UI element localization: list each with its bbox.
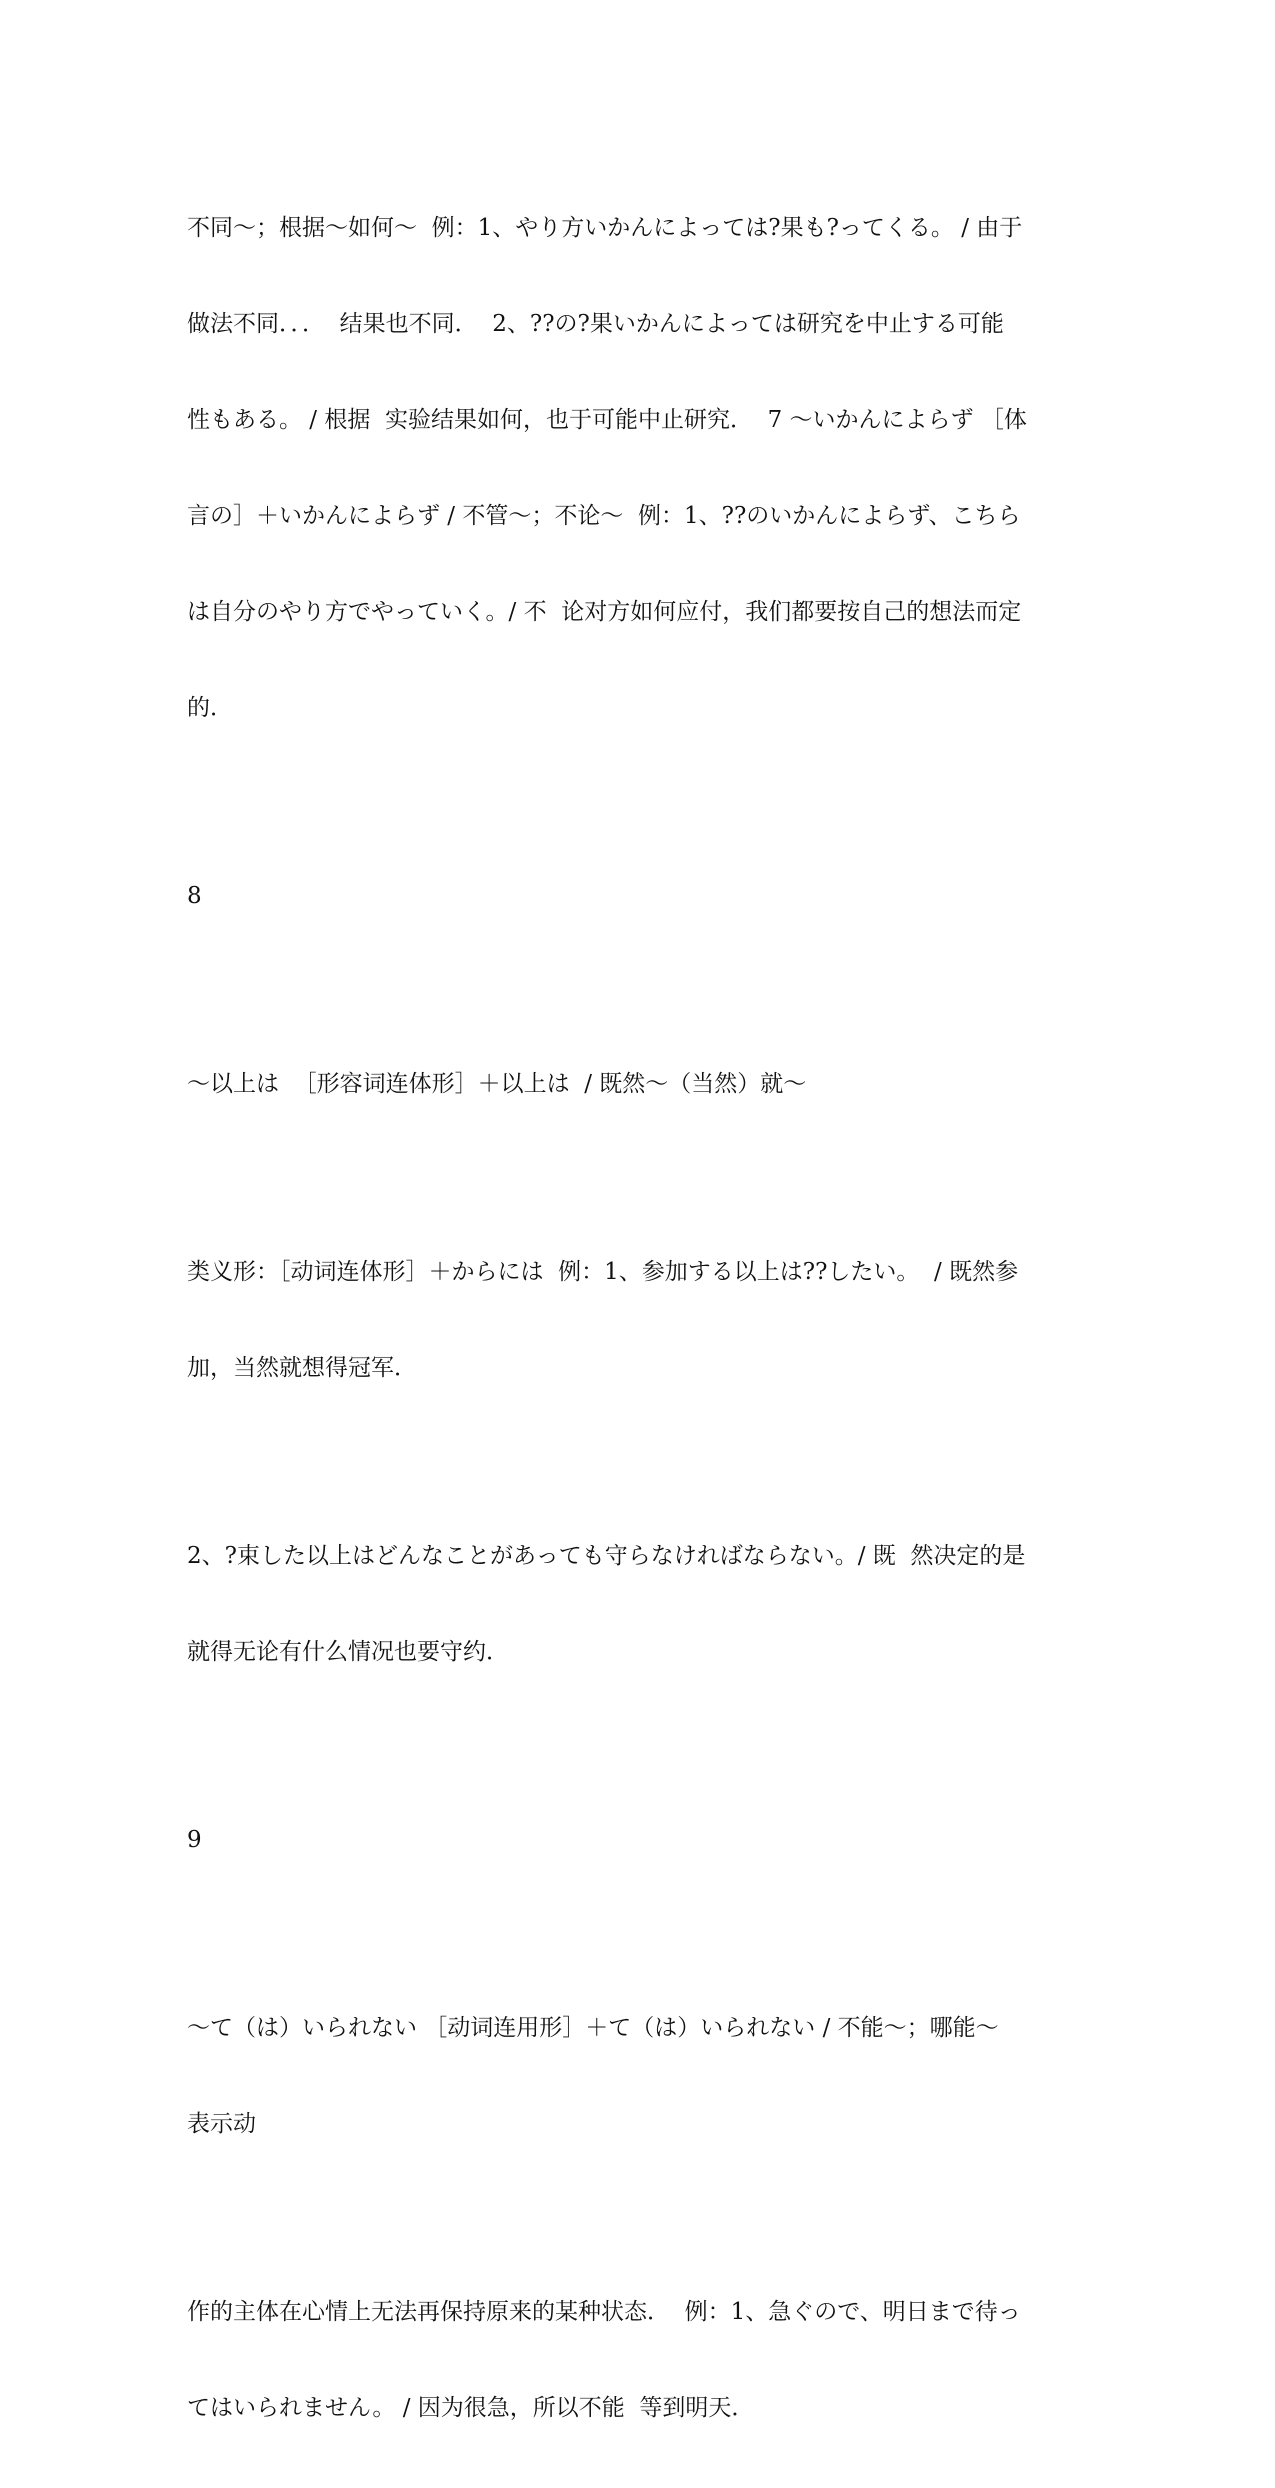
- paragraph-grammar-ijouwa-heading: [187, 1004, 1092, 1164]
- text-line: は自分のやり方でやっていく。/ 不 论对方如何应付，我们都要按自己的想法而定: [187, 599, 1022, 625]
- text-line: 性もある。 / 根据 实验结果如何，也于可能中止研究． 7 ～いかんによらず ［体: [187, 407, 1027, 433]
- section-number-8: [187, 816, 1092, 976]
- text-line: 的．: [187, 695, 233, 721]
- paragraph-grammar-teirarenai-body: [187, 2232, 1092, 2488]
- text-line: てはいられません。 / 因为很急，所以不能 等到明天．: [187, 2395, 755, 2421]
- text-line: ～て（は）いられない ［动词连用形］＋て（は）いられない / 不能～；哪能～: [187, 2015, 999, 2041]
- text-line: 不同～；根据～如何～ 例：1、やり方いかんによっては?果も?ってくる。 / 由于: [187, 215, 1023, 241]
- section-number-9: [187, 1760, 1092, 1920]
- text-line: 就得无论有什么情况也要守约．: [187, 1639, 509, 1665]
- text-line: 加，当然就想得冠军．: [187, 1355, 417, 1381]
- paragraph-grammar-teirarenai-heading: [187, 1948, 1092, 2204]
- text-line: 8: [187, 883, 202, 909]
- text-line: 言の］＋いかんによらず / 不管～；不论～ 例：1、??のいかんによらず、こちら: [187, 503, 1021, 529]
- text-line: 做法不同．．． 结果也不同． 2、??の?果いかんによっては研究を中止する可能: [187, 311, 1004, 337]
- paragraph-grammar-ikan: [187, 148, 1092, 788]
- text-line: 表示动: [187, 2111, 256, 2137]
- text-line: 9: [187, 1827, 202, 1853]
- text-line: 2、?束した以上はどんなことがあっても守らなければならない。/ 既 然决定的是: [187, 1543, 1026, 1569]
- text-line: ～以上は ［形容词连体形］＋以上は / 既然～（当然）就～: [187, 1071, 807, 1097]
- document-body: [187, 148, 1092, 2488]
- paragraph-similar-form: [187, 1192, 1092, 1448]
- text-line: 作的主体在心情上无法再保持原来的某种状态． 例：1、急ぐので、明日まで待っ: [187, 2299, 1021, 2325]
- text-line: 类义形：［动词连体形］＋からには 例：1、参加する以上は??したい。 / 既然参: [187, 1259, 1019, 1285]
- paragraph-example-2: [187, 1476, 1092, 1732]
